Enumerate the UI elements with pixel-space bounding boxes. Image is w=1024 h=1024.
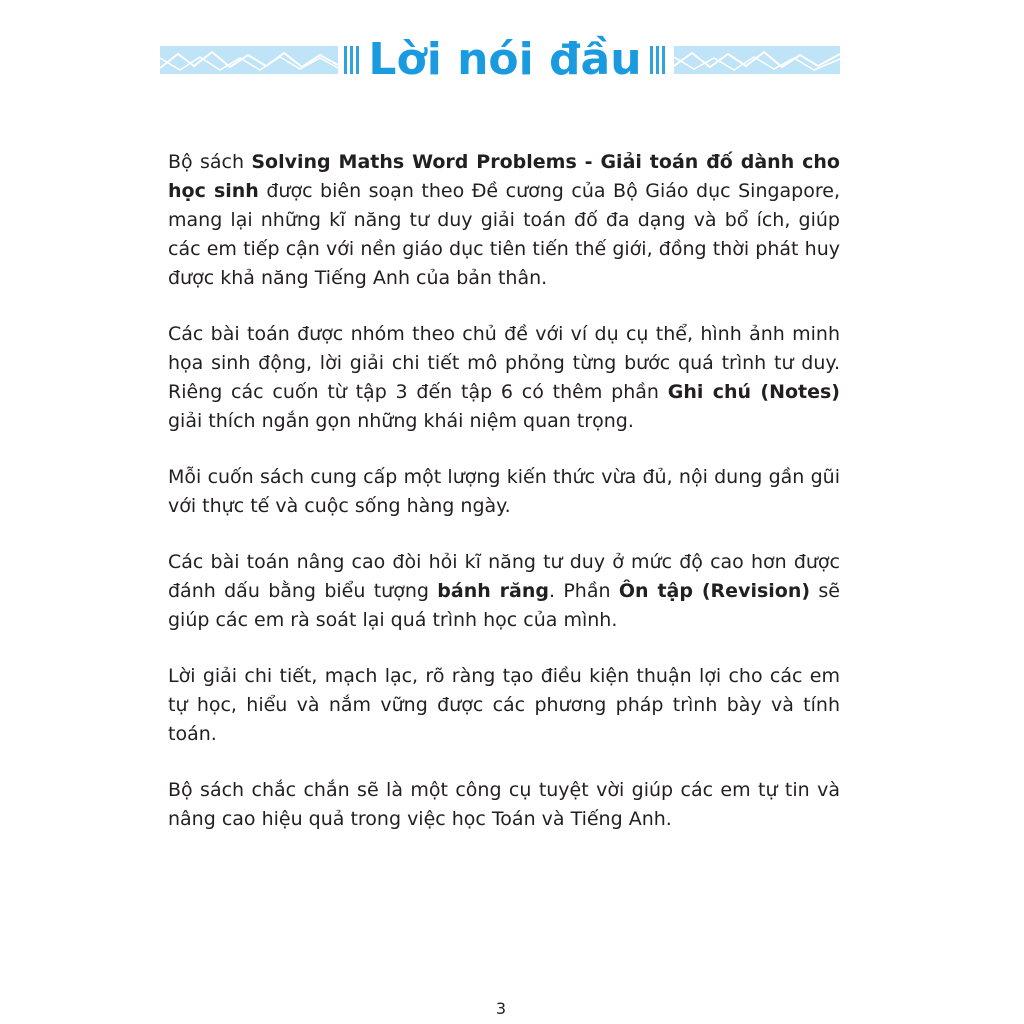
preface-body [168, 148, 840, 861]
bold-text: Ghi chú (Notes) [667, 381, 840, 403]
page-title: Lời nói đầu [368, 34, 642, 85]
paragraph: Mỗi cuốn sách cung cấp một lượng kiến thức vừa đủ, nội dung gần gũi với thực tế và cuộc sống hàng ngày. [168, 466, 840, 517]
page-header [160, 30, 840, 90]
paragraph: Các bài toán được nhóm theo chủ đề với ví dụ cụ thể, hình ảnh minh họa sinh động, lời giải chi tiết mô phỏng từng bước quá trình tư duy. Riêng các cuốn từ tập 3 đến tập 6 có thêm phần Ghi chú (Notes) giải thích ngắn gọn những khái niệm quan trọng. [168, 323, 840, 432]
paragraph: Bộ sách chắc chắn sẽ là một công cụ tuyệt vời giúp các em tự tin và nâng cao hiệu quả trong việc học Toán và Tiếng Anh. [168, 779, 840, 830]
page-number: 3 [495, 999, 507, 1018]
paragraph: Bộ sách Solving Maths Word Problems - Giải toán đố dành cho học sinh được biên soạn theo Đề cương của Bộ Giáo dục Singapore, mang lại những kĩ năng tư duy giải toán đố đa dạng và bổ ích, giúp các em tiếp cận với nền giáo dục tiên tiến thế giới, đồng thời phát huy được khả năng Tiếng Anh của bản thân. [168, 151, 840, 289]
decorative-band-left [160, 46, 338, 74]
paragraph: Các bài toán nâng cao đòi hỏi kĩ năng tư duy ở mức độ cao hơn được đánh dấu bằng biểu tượng bánh răng. Phần Ôn tập (Revision) sẽ giúp các em rà soát lại quá trình học của mình. [168, 551, 840, 631]
decorative-bars-right [650, 46, 665, 74]
decorative-bars-left [344, 46, 359, 74]
bold-text: bánh răng [437, 580, 549, 602]
paragraph: Lời giải chi tiết, mạch lạc, rõ ràng tạo điều kiện thuận lợi cho các em tự học, hiểu và nắm vững được các phương pháp trình bày và tính toán. [168, 665, 840, 745]
decorative-band-right [674, 46, 840, 74]
bold-text: Solving Maths Word Problems - Giải toán đố dành cho học sinh [168, 151, 840, 202]
bold-text: Ôn tập (Revision) [618, 580, 811, 602]
